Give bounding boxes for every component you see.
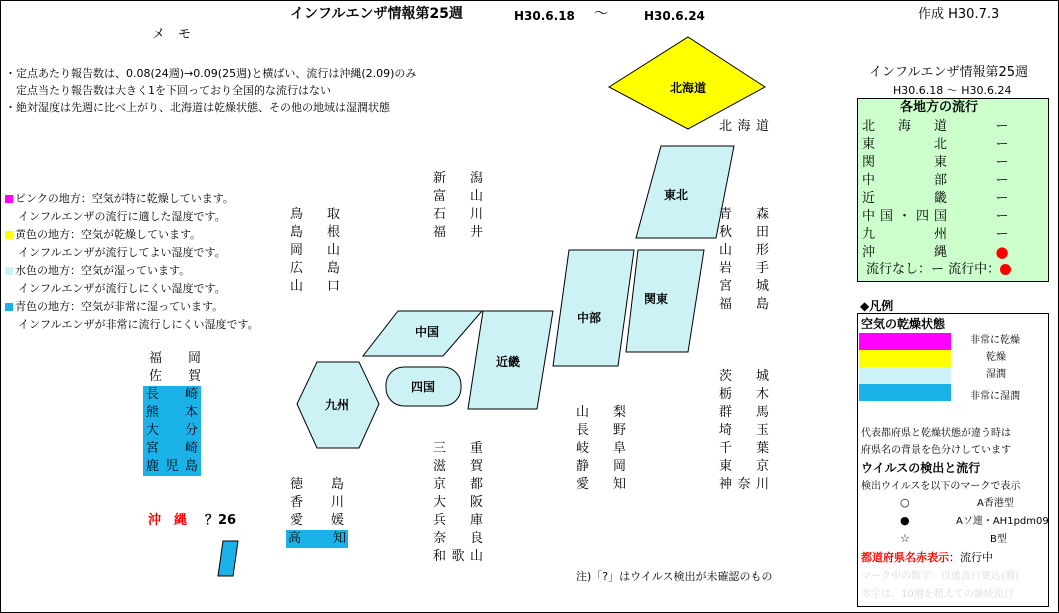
status-row-chugoku-shikoku: 中国・四国 ー	[862, 209, 1009, 224]
red-label-legend: 都道府県名赤表示：流行中	[861, 551, 993, 564]
panel-dates: H30.6.18 〜 H30.6.24	[893, 84, 1012, 97]
map-note: 注)「?」はウイルス検出が未確認のもの	[576, 570, 773, 583]
region-okinawa[interactable]	[218, 541, 238, 576]
status-header: 各地方の流行	[900, 100, 979, 115]
guide-yellow: 黄色の地方：空気が乾燥しています。	[5, 228, 201, 242]
guide-yellow-sub: インフルエンザが流行してよい湿度です。	[18, 246, 226, 259]
date-to: H30.6.24	[644, 9, 705, 23]
epidemic-dot-icon: ●	[995, 243, 1009, 261]
pref-miyazaki: 宮崎	[143, 440, 201, 458]
pref-hyogo: 兵庫	[433, 513, 483, 528]
pref-hiroshima: 広島	[290, 261, 340, 276]
pref-akita: 秋田	[719, 225, 769, 240]
pref-yamaguchi: 山口	[290, 279, 340, 294]
pref-kanagawa: 神奈川	[719, 477, 769, 492]
pref-chiba: 千葉	[719, 441, 769, 456]
pref-mie: 三重	[433, 441, 483, 456]
panel-title: インフルエンザ情報第25週	[869, 65, 1029, 80]
virus-header: ウイルスの検出と流行	[861, 461, 981, 475]
memo-line-3: ・絶対湿度は先週に比べ上がり、北海道は乾燥状態、その他の地域は湿潤状態	[5, 101, 390, 114]
faint-note-2: 赤字は、10週を超えての継続流行	[861, 589, 1014, 600]
pref-shizuoka: 静岡	[576, 459, 626, 474]
legend-title: ◆凡例	[860, 299, 894, 313]
status-row-tohoku: 東北 ー	[862, 137, 1009, 152]
pref-tokushima: 徳島	[290, 477, 344, 492]
memo-line-1: ・定点あたり報告数は、0.08(24週)→0.09(25週)と横ばい、流行は沖縄(2.09)のみ	[5, 67, 417, 80]
pref-miyagi: 宮城	[719, 279, 769, 294]
region-label-tohoku: 東北	[663, 188, 689, 202]
pref-aomori: 青森	[719, 207, 769, 222]
pref-osaka: 大阪	[433, 495, 483, 510]
pref-yamagata: 山形	[719, 243, 769, 258]
region-label-kanto: 関東	[643, 292, 669, 306]
humidity-header: 空気の乾燥状態	[861, 317, 946, 331]
faint-note-1: マーク中の数字：以後流行更込(週)	[861, 571, 1019, 582]
status-row-kinki: 近畿 ー	[862, 191, 1009, 206]
status-row-okinawa: 沖縄 ●	[862, 244, 1047, 261]
legend-note-1: 代表都府県と乾燥状態が違う時は	[861, 428, 1011, 439]
pref-oita: 大分	[143, 422, 201, 440]
legend-note-2: 府県名の背景を色分けしています	[861, 445, 1011, 456]
pref-yamanashi: 山梨	[576, 405, 626, 420]
region-label-chugoku: 中国	[414, 325, 440, 339]
memo-line-2: 定点当たり報告数は大きく1を下回っており全国的な流行はない	[5, 84, 331, 97]
okinawa-virus-mark: ？26	[205, 513, 237, 528]
status-row-chubu: 中部 ー	[862, 173, 1009, 188]
pref-tochigi: 栃木	[719, 387, 769, 402]
pref-saitama: 埼玉	[719, 423, 769, 438]
pref-kochi: 高知	[288, 531, 346, 546]
mark-label-b: B型	[990, 534, 1007, 545]
legend-label-humid: 湿潤	[986, 369, 1006, 380]
legend-label-very-humid: 非常に湿潤	[970, 391, 1020, 402]
region-label-chubu: 中部	[576, 311, 602, 325]
created-date: 作成 H30.7.3	[918, 7, 1000, 22]
pref-nagano: 長野	[576, 423, 626, 438]
guide-lightblue: 水色の地方：空気が湿っています。	[5, 264, 190, 278]
mark-label-hk: A香港型	[977, 498, 1014, 509]
status-row-kyushu: 九州 ー	[862, 227, 1009, 242]
region-chubu[interactable]	[553, 250, 634, 366]
pref-aichi: 愛知	[576, 477, 626, 492]
b-type-mark-icon: ☆	[900, 532, 910, 545]
legend-label-dry: 乾燥	[986, 352, 1006, 363]
guide-blue: 青色の地方：空気が非常に湿っています。	[5, 300, 223, 314]
pref-wakayama: 和歌山	[433, 549, 483, 564]
region-label-hokkaido: 北海道	[669, 81, 707, 95]
pref-saga: 佐賀	[149, 369, 201, 384]
pref-gifu: 岐阜	[576, 441, 626, 456]
region-label-kinki: 近畿	[495, 355, 521, 369]
region-label-shikoku: 四国	[410, 380, 436, 394]
active-dot-icon	[1000, 264, 1011, 275]
hong-kong-mark-icon: ○	[900, 496, 910, 509]
pref-okayama: 岡山	[290, 243, 340, 258]
pref-kagoshima: 鹿児島	[143, 458, 201, 476]
legend-swatch-very-dry	[859, 333, 951, 350]
legend-swatch-very-humid	[859, 384, 951, 401]
page-title: インフルエンザ情報第25週	[290, 6, 463, 22]
pref-gunma: 群馬	[719, 405, 769, 420]
guide-blue-sub: インフルエンザが非常に流行しにくい湿度です。	[18, 318, 259, 331]
memo-label: メ モ	[152, 27, 192, 42]
legend-swatch-humid	[859, 367, 951, 384]
status-legend: 流行なし：ー 流行中：	[866, 263, 1011, 277]
pref-ibaraki: 茨城	[719, 369, 769, 384]
legend-swatch-dry	[859, 350, 951, 367]
pref-fukushima: 福島	[719, 297, 769, 312]
status-row-kanto: 関東 ー	[862, 155, 1009, 170]
pref-toyama: 富山	[433, 189, 483, 204]
pref-nagasaki: 長崎	[143, 386, 201, 404]
pref-shimane: 島根	[290, 225, 340, 240]
guide-lightblue-sub: インフルエンザが流行しにくい湿度です。	[18, 282, 226, 295]
mark-label-soviet: Aソ連・AH1pdm09	[956, 516, 1049, 527]
pref-kumamoto: 熊本	[143, 404, 201, 422]
pref-hokkaido: 北海道	[719, 119, 769, 134]
soviet-mark-icon: ●	[900, 514, 910, 527]
pref-okinawa: 沖 縄	[148, 513, 188, 528]
guide-pink-sub: インフルエンザの流行に適した湿度です。	[18, 210, 226, 223]
date-from: H30.6.18	[514, 9, 575, 23]
pref-kyoto: 京都	[433, 477, 483, 492]
date-tilde: 〜	[594, 6, 608, 22]
legend-label-very-dry: 非常に乾燥	[970, 335, 1020, 346]
region-label-kyushu: 九州	[324, 398, 350, 412]
pref-fukui: 福井	[433, 225, 483, 240]
pref-nara: 奈良	[433, 531, 483, 546]
pref-shiga: 滋賀	[433, 459, 483, 474]
pref-ehime: 愛媛	[290, 513, 344, 528]
pref-iwate: 岩手	[719, 261, 769, 276]
status-row-hokkaido: 北海道 ー	[862, 119, 1009, 134]
pref-niigata: 新潟	[433, 171, 483, 186]
pref-kagawa: 香川	[290, 495, 344, 510]
pref-ishikawa: 石川	[433, 207, 483, 222]
pref-fukuoka: 福岡	[149, 351, 201, 366]
guide-pink: ピンクの地方：空気が特に乾燥しています。	[5, 192, 234, 206]
pref-tokyo: 東京	[719, 459, 769, 474]
pref-tottori: 鳥取	[290, 207, 340, 222]
virus-note: 検出ウイルスを以下のマークで表示	[861, 481, 1021, 492]
